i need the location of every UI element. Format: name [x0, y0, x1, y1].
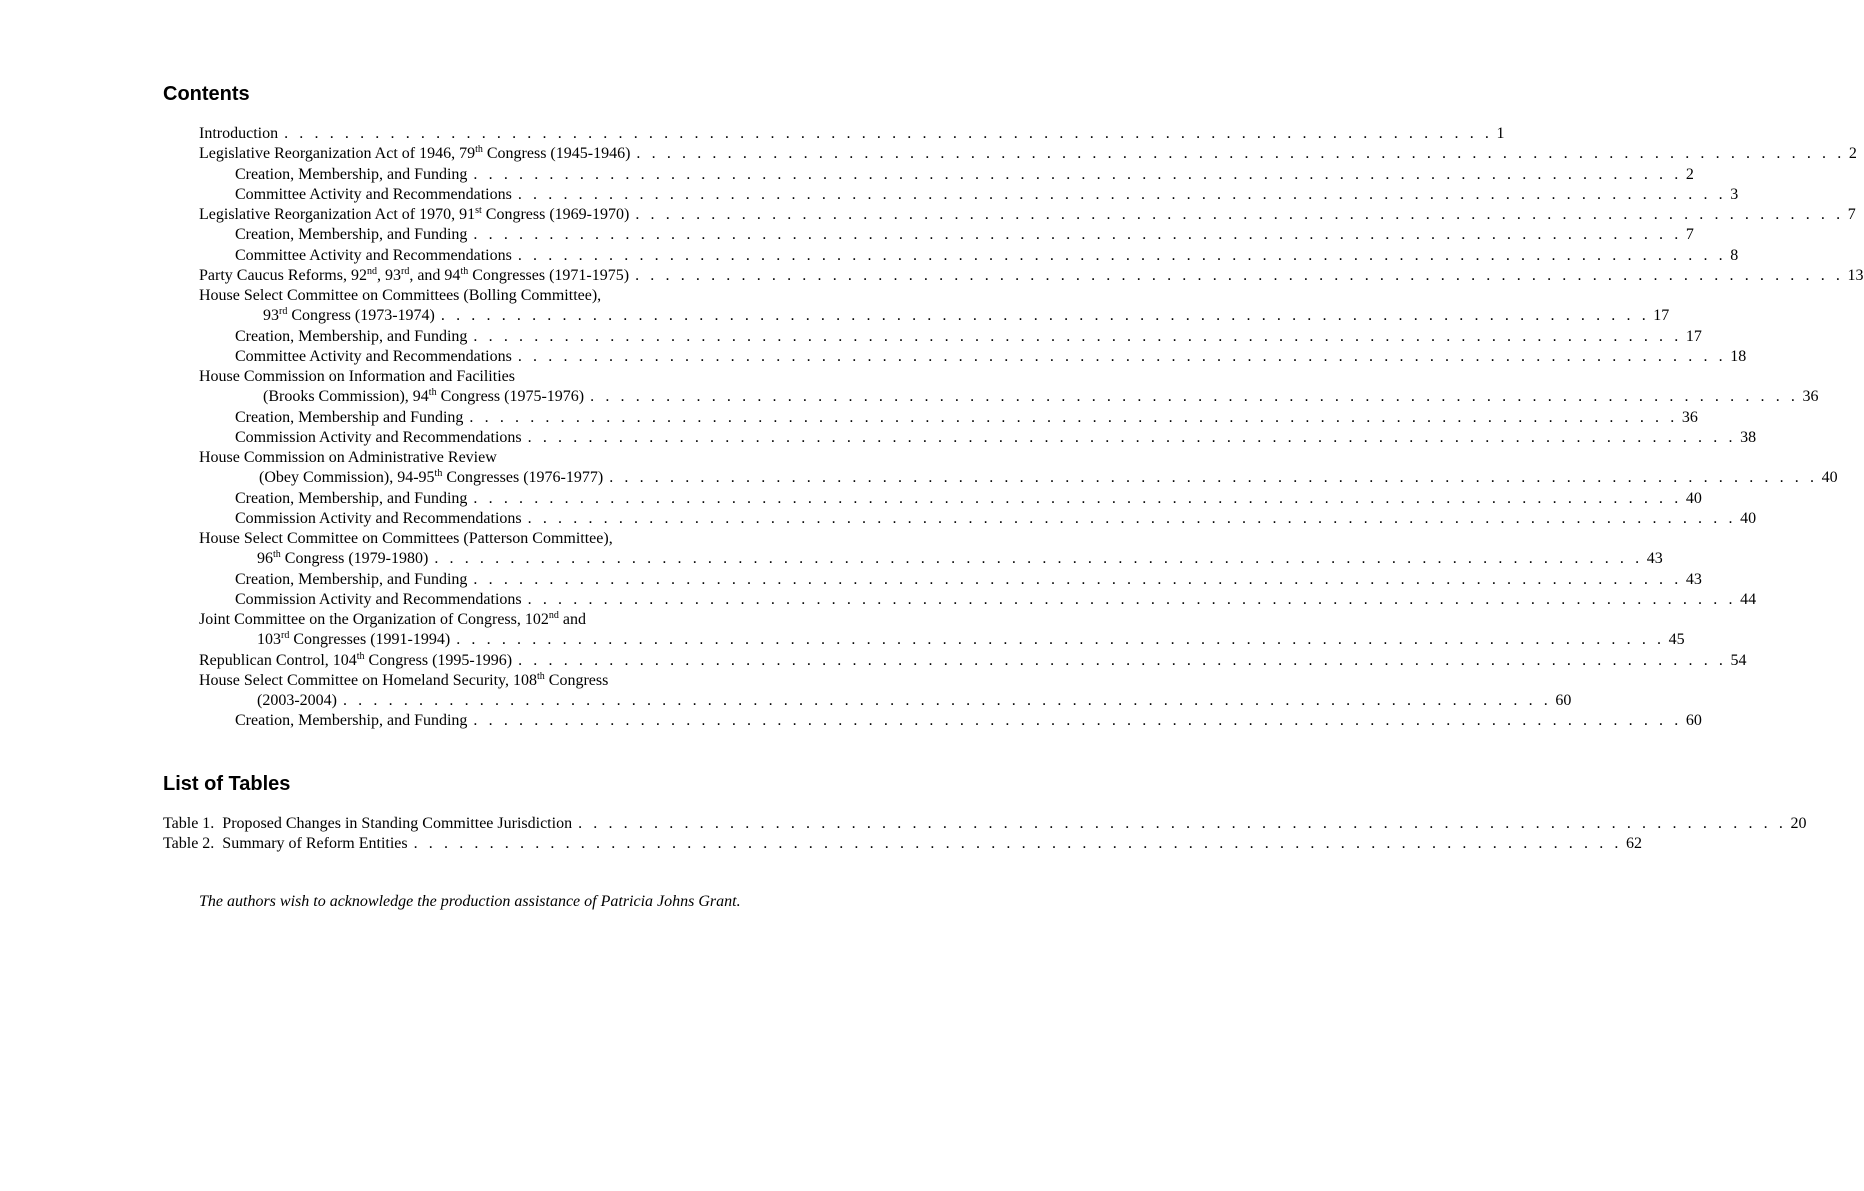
toc-page-number: 45 [1668, 631, 1685, 649]
toc-subentry[interactable] [163, 408, 1698, 428]
toc-page-number: 36 [1681, 408, 1698, 426]
toc-subentry[interactable] [163, 590, 1757, 610]
toc-entry-title: Party Caucus Reforms, 92nd, 93rd, and 94th Congresses (1971-1975) [199, 265, 630, 284]
toc-entry[interactable] [163, 144, 1857, 164]
toc-page-number: 43 [1646, 550, 1663, 568]
toc-entry-line1[interactable]: House Select Committee on Committees (Bolling Committee), [199, 287, 602, 304]
dot-leader: . . . . . . . . . . . . . . . . . . . . . . . . . . . . . . . . . . . . . . . . . . . . . . . . . . . . . . . . . . . . . . . . . . . . . . . . . . . . . . . . [469, 408, 1678, 426]
dot-leader: . . . . . . . . . . . . . . . . . . . . . . . . . . . . . . . . . . . . . . . . . . . . . . . . . . . . . . . . . . . . . . . . . . . . . . . . . . . . . . . . [440, 307, 1650, 325]
toc-entry-line1[interactable]: House Commission on Administrative Review [199, 449, 497, 466]
toc-page-number: 60 [1555, 692, 1572, 709]
toc-entry-line1[interactable]: House Select Committee on Homeland Security, 108th Congress [199, 670, 609, 689]
dot-leader: . . . . . . . . . . . . . . . . . . . . . . . . . . . . . . . . . . . . . . . . . . . . . . . . . . . . . . . . . . . . . . . . . . . . . . . . . . . . . . . . [609, 469, 1818, 487]
table-page-number: 62 [1626, 834, 1643, 852]
acknowledgment-note: The authors wish to acknowledge the production assistance of Patricia Johns Grant. [199, 893, 741, 910]
dot-leader: . . . . . . . . . . . . . . . . . . . . . . . . . . . . . . . . . . . . . . . . . . . . . . . . . . . . . . . . . . . . . . . . . . . . . . . . . . . . . . . . [413, 834, 1623, 852]
toc-page-number: 3 [1730, 185, 1739, 203]
list-of-tables [163, 814, 1807, 855]
toc-page-number: 40 [1685, 489, 1702, 507]
toc-entry-title: Legislative Reorganization Act of 1970, 91st Congress (1969-1970) [199, 205, 630, 223]
toc-page-number: 2 [1685, 165, 1694, 183]
toc-page-number: 8 [1730, 246, 1739, 264]
toc-entry-title: Creation, Membership, and Funding [235, 327, 468, 345]
toc-entry-continuation[interactable] [163, 306, 1670, 326]
toc-page-number: 7 [1685, 226, 1694, 244]
toc-page-number: 60 [1685, 712, 1702, 730]
toc-entry-title: Creation, Membership, and Funding [235, 712, 468, 730]
toc-page-number: 2 [1848, 145, 1857, 163]
toc-page-number: 13 [1847, 266, 1864, 284]
toc-entry-line1[interactable]: House Select Committee on Committees (Patterson Committee), [199, 530, 613, 547]
toc-entry-title: Committee Activity and Recommendations [235, 347, 512, 365]
dot-leader: . . . . . . . . . . . . . . . . . . . . . . . . . . . . . . . . . . . . . . . . . . . . . . . . . . . . . . . . . . . . . . . . . . . . . . . . . . . . . . . . [473, 489, 1682, 507]
toc-page-number: 40 [1821, 469, 1838, 487]
table-entry-title: Table 2. Summary of Reform Entities [163, 834, 408, 852]
dot-leader: . . . . . . . . . . . . . . . . . . . . . . . . . . . . . . . . . . . . . . . . . . . . . . . . . . . . . . . . . . . . . . . . . . . . . . . . . . . . . . . . [456, 631, 1665, 649]
toc-entry-title: Introduction [199, 125, 279, 142]
dot-leader: . . . . . . . . . . . . . . . . . . . . . . . . . . . . . . . . . . . . . . . . . . . . . . . . . . . . . . . . . . . . . . . . . . . . . . . . . . . . . . . . [517, 246, 1727, 264]
document-page [163, 78, 1864, 928]
dot-leader: . . . . . . . . . . . . . . . . . . . . . . . . . . . . . . . . . . . . . . . . . . . . . . . . . . . . . . . . . . . . . . . . . . . . . . . . . . . . . . . . [473, 712, 1682, 730]
toc-entry-title: 96th Congress (1979-1980) [257, 549, 429, 568]
dot-leader: . . . . . . . . . . . . . . . . . . . . . . . . . . . . . . . . . . . . . . . . . . . . . . . . . . . . . . . . . . . . . . . . . . . . . . . . . . . . . . . . [473, 570, 1682, 588]
toc-entry-title: Creation, Membership, and Funding [235, 226, 468, 244]
toc-subentry[interactable] [163, 428, 1757, 448]
table-of-contents [163, 124, 1864, 732]
toc-page-number: 38 [1740, 428, 1757, 446]
toc-entry-title: 93rd Congress (1973-1974) [263, 306, 435, 325]
dot-leader: . . . . . . . . . . . . . . . . . . . . . . . . . . . . . . . . . . . . . . . . . . . . . . . . . . . . . . . . . . . . . . . . . . . . . . . . . . . . . . . . [636, 145, 1845, 163]
table-entry-title: Table 1. Proposed Changes in Standing Committee Jurisdiction [163, 814, 573, 832]
toc-subentry[interactable] [163, 509, 1757, 529]
dot-leader: . . . . . . . . . . . . . . . . . . . . . . . . . . . . . . . . . . . . . . . . . . . . . . . . . . . . . . . . . . . . . . . . . . . . . . . . . . . . . . . . [284, 125, 1493, 142]
toc-entry[interactable] [163, 124, 1505, 144]
toc-entry-title: Commission Activity and Recommendations [235, 590, 522, 608]
toc-entry-continuation[interactable] [163, 387, 1819, 407]
toc-subentry[interactable] [163, 489, 1702, 509]
dot-leader: . . . . . . . . . . . . . . . . . . . . . . . . . . . . . . . . . . . . . . . . . . . . . . . . . . . . . . . . . . . . . . . . . . . . . . . . . . . . . . . . [518, 651, 1727, 669]
toc-entry-title: Creation, Membership, and Funding [235, 570, 468, 588]
toc-entry-title: 103rd Congresses (1991-1994) [257, 630, 451, 649]
toc-subentry[interactable] [163, 570, 1702, 590]
toc-entry[interactable] [163, 650, 1747, 671]
dot-leader: . . . . . . . . . . . . . . . . . . . . . . . . . . . . . . . . . . . . . . . . . . . . . . . . . . . . . . . . . . . . . . . . . . . . . . . . . . . . . . . . [578, 814, 1787, 832]
contents-heading: Contents [163, 83, 250, 105]
toc-entry-title: Legislative Reorganization Act of 1946, 79th Congress (1945-1946) [199, 144, 631, 163]
toc-entry-title: Committee Activity and Recommendations [235, 185, 512, 203]
toc-entry-title: Commission Activity and Recommendations [235, 428, 522, 446]
toc-subentry[interactable] [163, 711, 1702, 731]
toc-entry[interactable] [163, 265, 1864, 286]
toc-subentry[interactable] [163, 327, 1702, 347]
dot-leader: . . . . . . . . . . . . . . . . . . . . . . . . . . . . . . . . . . . . . . . . . . . . . . . . . . . . . . . . . . . . . . . . . . . . . . . . . . . . . . . . [434, 550, 1643, 568]
toc-entry[interactable] [163, 205, 1856, 225]
toc-entry-line1[interactable]: House Commission on Information and Facilities [199, 368, 515, 385]
toc-entry-title: (Brooks Commission), 94th Congress (1975-1976) [263, 387, 585, 406]
toc-subentry[interactable] [163, 165, 1694, 185]
dot-leader: . . . . . . . . . . . . . . . . . . . . . . . . . . . . . . . . . . . . . . . . . . . . . . . . . . . . . . . . . . . . . . . . . . . . . . . . . . . . . . . . [635, 206, 1844, 223]
dot-leader: . . . . . . . . . . . . . . . . . . . . . . . . . . . . . . . . . . . . . . . . . . . . . . . . . . . . . . . . . . . . . . . . . . . . . . . . . . . . . . . . [473, 327, 1682, 345]
dot-leader: . . . . . . . . . . . . . . . . . . . . . . . . . . . . . . . . . . . . . . . . . . . . . . . . . . . . . . . . . . . . . . . . . . . . . . . . . . . . . . . . [527, 509, 1737, 527]
toc-page-number: 7 [1847, 206, 1856, 223]
toc-entry-title: Commission Activity and Recommendations [235, 509, 522, 527]
toc-page-number: 17 [1653, 307, 1670, 325]
dot-leader: . . . . . . . . . . . . . . . . . . . . . . . . . . . . . . . . . . . . . . . . . . . . . . . . . . . . . . . . . . . . . . . . . . . . . . . . . . . . . . . . [590, 388, 1799, 406]
toc-subentry[interactable] [163, 225, 1694, 245]
toc-page-number: 54 [1730, 651, 1747, 669]
dot-leader: . . . . . . . . . . . . . . . . . . . . . . . . . . . . . . . . . . . . . . . . . . . . . . . . . . . . . . . . . . . . . . . . . . . . . . . . . . . . . . . . [473, 226, 1682, 244]
toc-entry-title: Republican Control, 104th Congress (1995-1996) [199, 650, 513, 669]
toc-entry-title: Committee Activity and Recommendations [235, 246, 512, 264]
toc-entry-continuation[interactable] [163, 549, 1663, 569]
toc-entry-continuation[interactable] [163, 468, 1838, 488]
table-entry[interactable] [163, 814, 1807, 834]
toc-page-number: 36 [1802, 388, 1819, 406]
toc-entry-title: (2003-2004) [257, 692, 337, 709]
dot-leader: . . . . . . . . . . . . . . . . . . . . . . . . . . . . . . . . . . . . . . . . . . . . . . . . . . . . . . . . . . . . . . . . . . . . . . . . . . . . . . . . [527, 428, 1737, 446]
dot-leader: . . . . . . . . . . . . . . . . . . . . . . . . . . . . . . . . . . . . . . . . . . . . . . . . . . . . . . . . . . . . . . . . . . . . . . . . . . . . . . . . [635, 266, 1844, 284]
toc-page-number: 18 [1730, 347, 1747, 365]
toc-page-number: 40 [1740, 509, 1757, 527]
dot-leader: . . . . . . . . . . . . . . . . . . . . . . . . . . . . . . . . . . . . . . . . . . . . . . . . . . . . . . . . . . . . . . . . . . . . . . . . . . . . . . . . [517, 347, 1727, 365]
toc-subentry[interactable] [163, 185, 1739, 205]
toc-entry-continuation[interactable] [163, 630, 1685, 650]
toc-page-number: 43 [1685, 570, 1702, 588]
dot-leader: . . . . . . . . . . . . . . . . . . . . . . . . . . . . . . . . . . . . . . . . . . . . . . . . . . . . . . . . . . . . . . . . . . . . . . . . . . . . . . . . [517, 185, 1727, 203]
toc-entry-line1[interactable]: Joint Committee on the Organization of Congress, 102nd and [199, 610, 586, 628]
toc-subentry[interactable] [163, 347, 1747, 367]
table-entry[interactable] [163, 834, 1643, 854]
dot-leader: . . . . . . . . . . . . . . . . . . . . . . . . . . . . . . . . . . . . . . . . . . . . . . . . . . . . . . . . . . . . . . . . . . . . . . . . . . . . . . . . [473, 165, 1682, 183]
toc-subentry[interactable] [163, 246, 1739, 266]
toc-entry-title: (Obey Commission), 94-95th Congresses (1976-1977) [259, 468, 604, 487]
toc-page-number: 17 [1685, 327, 1702, 345]
toc-entry-title: Creation, Membership and Funding [235, 408, 464, 426]
toc-entry-title: Creation, Membership, and Funding [235, 165, 468, 183]
dot-leader: . . . . . . . . . . . . . . . . . . . . . . . . . . . . . . . . . . . . . . . . . . . . . . . . . . . . . . . . . . . . . . . . . . . . . . . . . . . . . . . . [527, 590, 1737, 608]
list-of-tables-heading: List of Tables [163, 772, 291, 795]
table-page-number: 20 [1790, 814, 1807, 832]
toc-entry-continuation[interactable] [163, 691, 1572, 711]
dot-leader: . . . . . . . . . . . . . . . . . . . . . . . . . . . . . . . . . . . . . . . . . . . . . . . . . . . . . . . . . . . . . . . . . . . . . . . . . . . . . . . . [342, 692, 1552, 709]
toc-page-number: 44 [1740, 590, 1757, 608]
toc-entry-title: Creation, Membership, and Funding [235, 489, 468, 507]
toc-page-number: 1 [1496, 125, 1505, 142]
